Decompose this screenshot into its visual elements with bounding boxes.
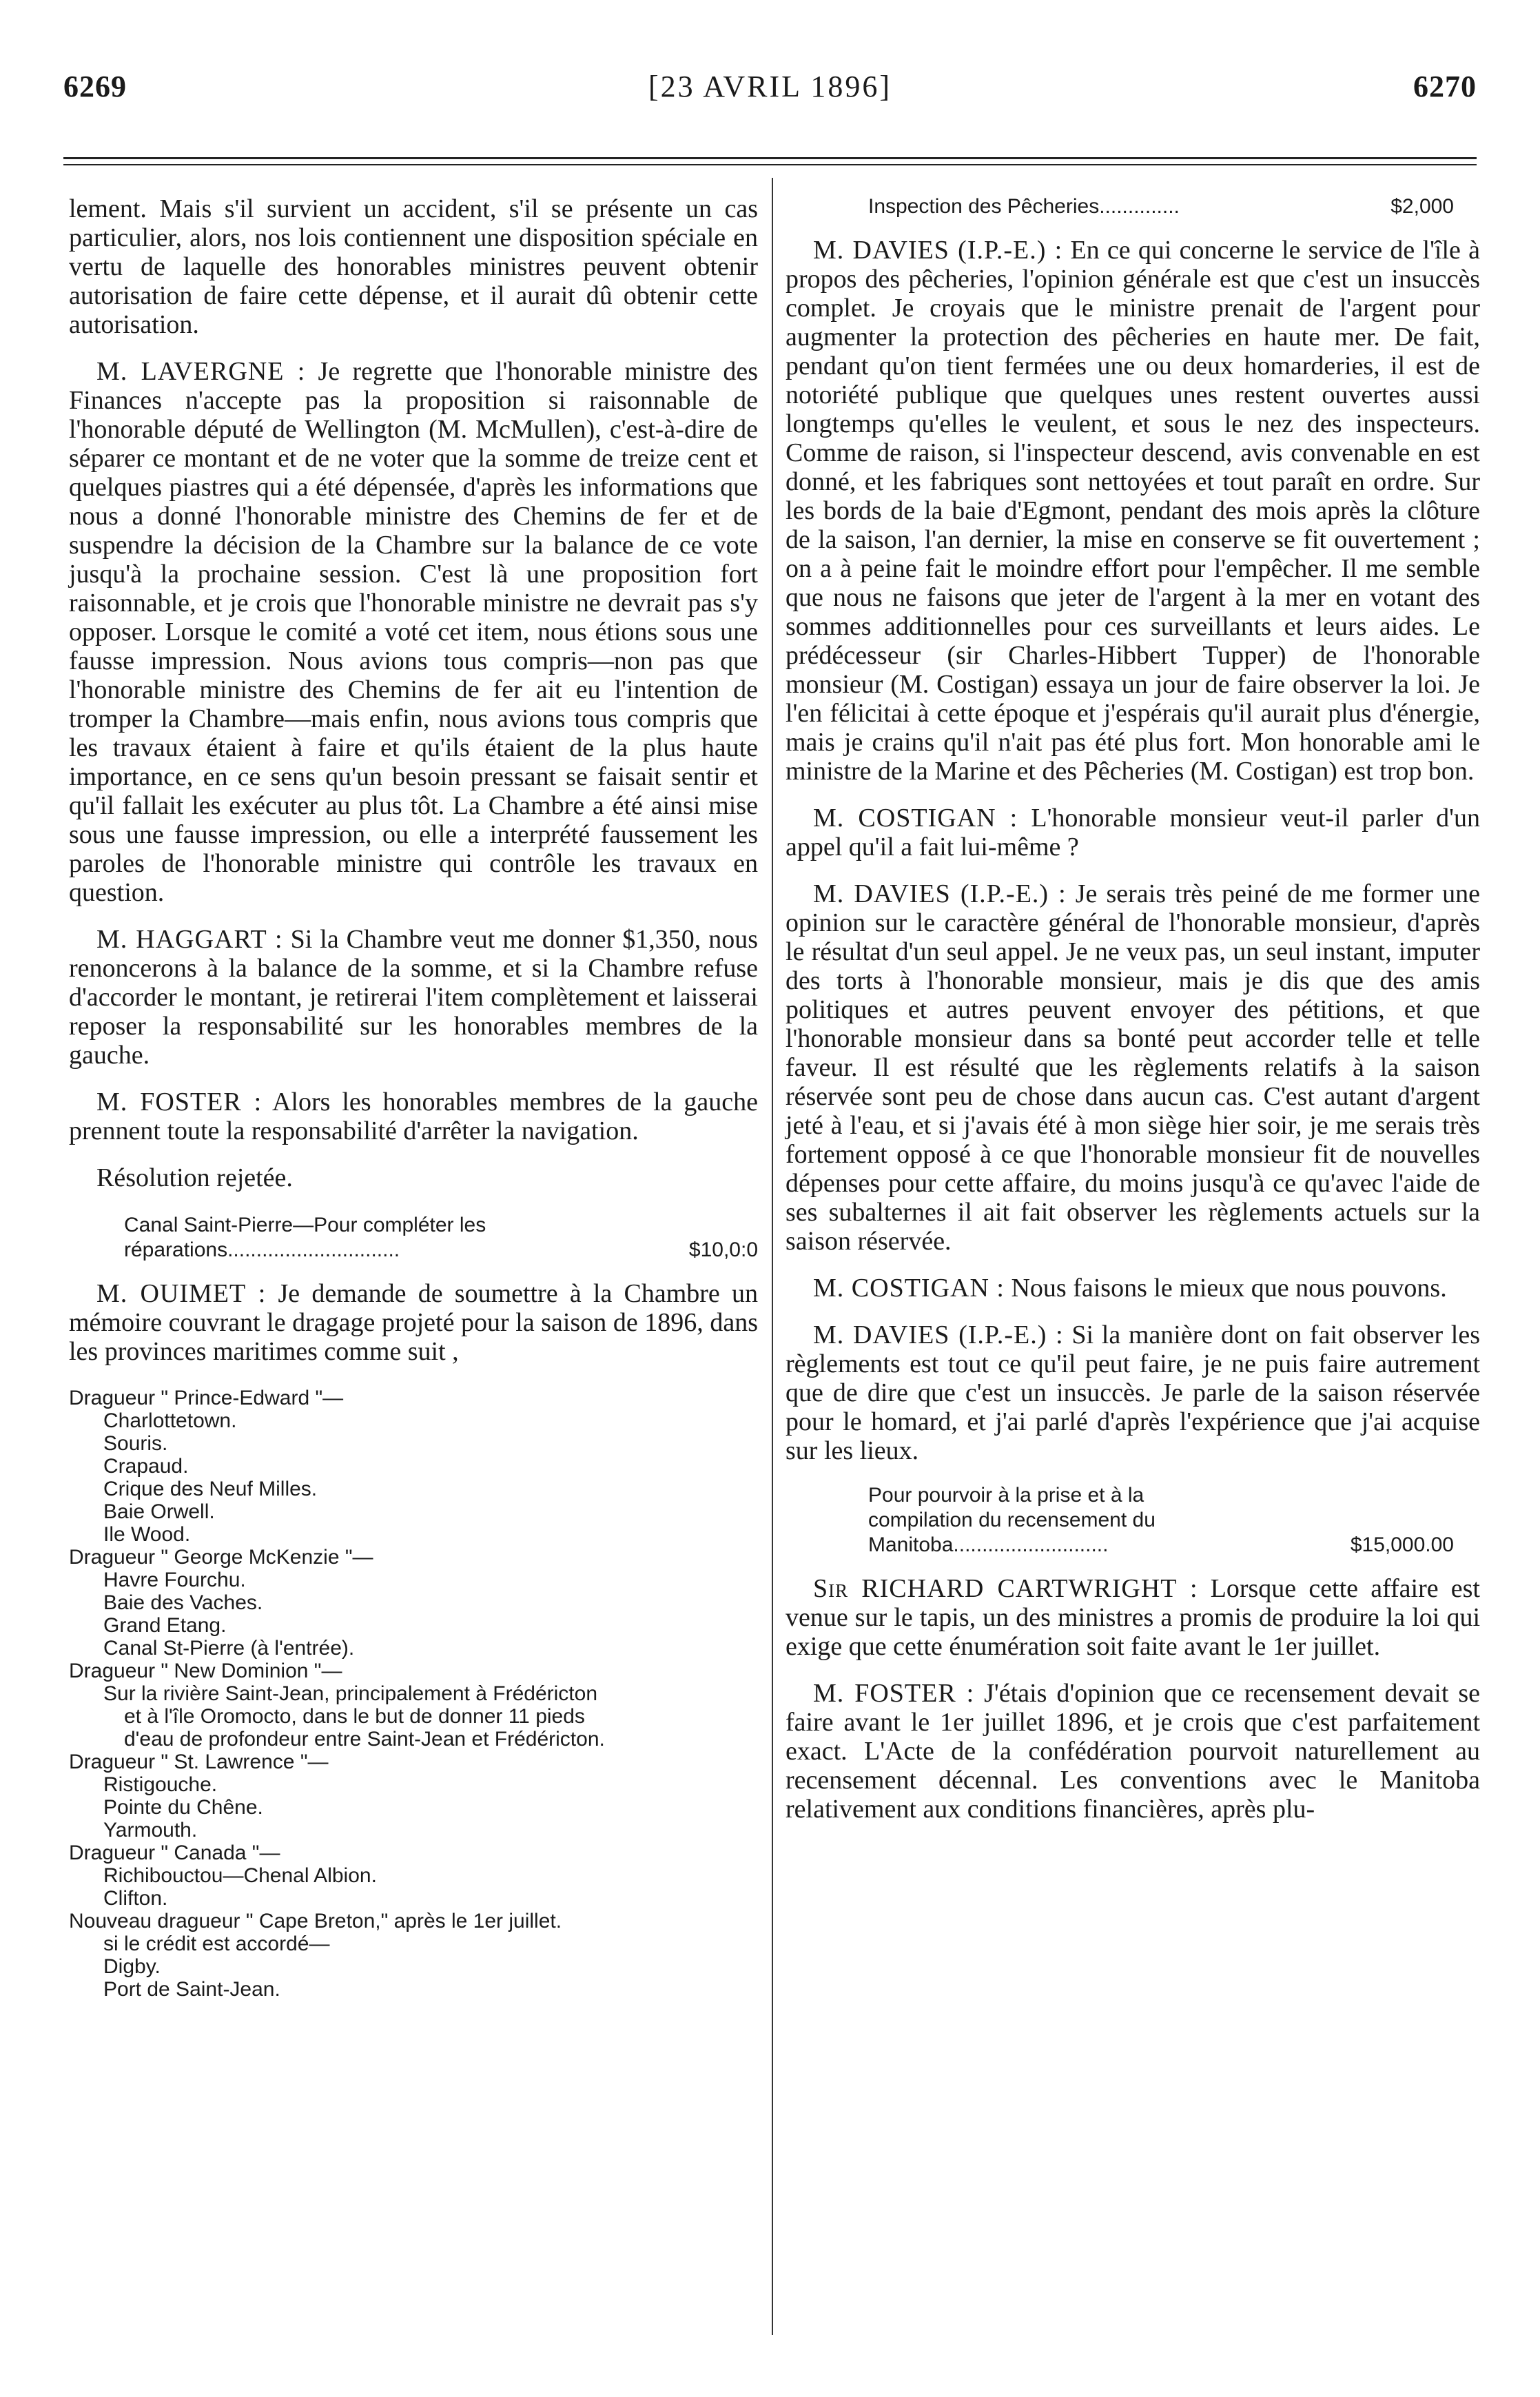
budget-item-census [786,1483,1454,1558]
speech-foster-2 [786,1679,1480,1824]
dredge-location-line: Havre Fourchu. [103,1569,246,1591]
speech-ouimet [69,1279,758,1366]
speaker-name: M. DAVIES (I.P.-E.) : [813,236,1063,265]
speech-davies-3 [786,1320,1480,1465]
speaker-name: M. LAVERGNE : [96,357,306,386]
dredge-location-line: Yarmouth. [103,1819,198,1842]
speech-text: Je serais très peiné de me former une opinion sur le caractère général de l'honorable monsieur, d'après le résultat d'un seul appel. Je ne veux pas, un seul instant, imputer des torts à l'honorable monsieur, mais je dis que des amis politiques et autres peuvent envoyer des pétitions, et que l'honorable monsieur dans sa bonté peut accorder telle et telle faveur. Il est résulté que les règlements relatifs à la saison réservée sont peu de chose dans aucun cas. C'est autant d'argent jeté à l'eau, et si j'avais été à mon siège hier soir, je me serais très fortement opposé à ce que l'honorable monsieur fit de nouvelles dépenses pour cette affaire, du moins jusqu'à ce qu'avec l'aide de ses subalternes il ait fait observer les règlements actuels sur la saison réservée. [786,879,1481,1256]
dredge-location-line: Port de Saint-Jean. [103,1978,280,2001]
dredge-location-line: Charlottetown. [103,1409,237,1432]
speech-text: Alors les honorables membres de la gauche prennent toute la responsabilité d'arrêter la navigation. [69,1088,759,1145]
speaker-name: M. DAVIES (I.P.-E.) : [813,1320,1064,1349]
speech-davies-1 [786,236,1480,786]
right-column [786,194,1480,1842]
column-divider [772,178,773,2335]
left-column [69,194,758,2001]
item-label-line: Manitoba........................... [868,1533,1109,1556]
dredge-vessel-line: Dragueur " Canada "— [69,1842,280,1864]
speech-text: L'honorable monsieur veut-il parler d'un appel qu'il a fait lui-même ? [786,804,1480,861]
speech-costigan-1 [786,804,1480,861]
dredge-location-line: Baie Orwell. [103,1500,215,1523]
speaker-name: M. COSTIGAN : [813,1274,1005,1303]
item-label-line: Pour pourvoir à la prise et à la [868,1484,1144,1507]
speech-text: Je regrette que l'honorable ministre des Finances n'accepte pas la proposition si raisonnable de l'honorable député de Wellington (M. McMullen), c'est-à-dire de séparer ce montant et de ne voter que la somme de treize cent et quelques piastres qui a été dépensée, d'après les informations que nous a donné l'honorable ministre des Chemins de fer et de suspendre la décision de la Chambre sur la balance de ce vote jusqu'à la prochaine session. C'est là une proposition fort raisonnable, et je crois que l'honorable ministre ne devrait pas s'y opposer. Lorsque le comité a voté cet item, nous étions sous une fausse impression. Nous avions tous compris—non pas que l'honorable ministre des Chemins de fer ait eu l'intention de tromper la Chambre—mais enfin, nous avions tous compris que les travaux étaient à faire et qu'ils étaient de la plus haute importance, en ce sens qu'un besoin pressant se faisait sentir et qu'il fallait les exécuter au plus tôt. La Chambre a été ainsi mise sous une fausse impression, ou elle a interprété faussement les paroles de l'honorable ministre qui contrôle les travaux en question. [69,357,758,907]
dredge-vessel-line: Dragueur " George McKenzie "— [69,1546,373,1569]
dredge-vessel-line: Nouveau dragueur " Cape Breton," après le 1er juillet. [69,1910,562,1932]
item-amount: $2,000 [1390,195,1454,218]
speaker-name: M. HAGGART : [96,925,283,954]
dredge-location-line: Richibouctou—Chenal Albion. [103,1864,377,1887]
dredge-location-line: d'eau de profondeur entre Saint-Jean et Frédéricton. [124,1728,605,1751]
speech-text: J'étais d'opinion que ce recensement devait se faire avant le 1er juillet 1896, et je crois que c'est parfaitement exact. L'Acte de la confédération pourvoit naturellement au recensement décennal. Les conventions avec le Manitoba relativement aux conditions financières, après plu- [786,1679,1480,1824]
speech-text: Lorsque cette affaire est venue sur le tapis, un des ministres a promis de produire la loi qui exige que cette énumération soit faite avant le 1er juillet. [786,1574,1480,1661]
dredge-location-line: Crique des Neuf Milles. [103,1478,318,1500]
dredging-list [69,1387,758,2001]
dredge-location-line: Pointe du Chêne. [103,1796,263,1819]
speech-cartwright [786,1574,1480,1661]
speech-text: Je demande de soumettre à la Chambre un mémoire couvrant le dragage projeté pour la saison de 1896, dans les provinces maritimes comme suit , [69,1279,758,1366]
speech-text: Nous faisons le mieux que nous pouvons. [1011,1274,1447,1303]
speech-lavergne [69,357,758,907]
item-label-line: Inspection des Pêcheries.............. [868,195,1180,218]
speaker-name: M. COSTIGAN : [813,804,1018,833]
dredge-location-line: et à l'île Oromocto, dans le but de donner 11 pieds [124,1705,585,1728]
speaker-name: Sir RICHARD CARTWRIGHT : [813,1574,1198,1603]
header-rule-bottom [63,164,1477,165]
speech-foster [69,1088,758,1145]
header-rule-top [63,157,1477,159]
page-header [63,69,1477,117]
item-label-line: compilation du recensement du [868,1509,1156,1531]
dredge-location-line: si le crédit est accordé— [103,1932,330,1955]
dredge-location-line: Ile Wood. [103,1523,191,1546]
dredge-location-line: Souris. [103,1432,168,1455]
speech-text: Si la manière dont on fait observer les règlements est tout ce qu'il peut faire, je ne puis faire autrement que de dire que c'est un insuccès. Je parle de la saison réservée pour le homard, et j'ai parlé d'après l'expérience que j'ai acquise sur les lieux. [786,1320,1481,1465]
dredge-vessel-line: Dragueur " Prince-Edward "— [69,1387,344,1409]
speech-davies-2 [786,879,1480,1256]
dredge-location-line: Grand Etang. [103,1614,227,1637]
dredge-vessel-line: Dragueur " New Dominion "— [69,1660,342,1682]
budget-item-fisheries [786,194,1454,219]
dredge-location-line: Baie des Vaches. [103,1591,263,1614]
speech-text: En ce qui concerne le service de l'île à propos des pêcheries, l'opinion générale est que c'est un insuccès complet. Je croyais que le ministre prenait de l'argent pour augmenter la protection des pêcheries en haute mer. De fait, pendant qu'on tient fermées une ou deux homarderies, il est de notoriété publique que quelques unes restent ouvertes aussi longtemps qu'elles le veulent, et sous le nez des inspecteurs. Comme de raison, si l'inspecteur descend, avis convenable en est donné, et les fabriques sont nettoyées et tout paraît en ordre. Sur les bords de la baie d'Egmont, pendant des mois après la clôture de la saison, l'an dernier, la mise en conserve se fit ouvertement ; on a à peine fait le moindre effort pour l'empêcher. Il me semble que nous ne faisons que jeter de l'argent à la mer en votant des sommes additionnelles pour ces surveillants et leurs aides. Le prédécesseur (sir Charles-Hibbert Tupper) de l'honorable monsieur (M. Costigan) essaya un jour de faire observer la loi. Je l'en félicitai à cette époque et j'espérais qu'il aurait plus d'énergie, mais je crains qu'il n'ait pas été plus fort. Mon honorable ami le ministre de la Marine et des Pêcheries (M. Costigan) est trop bon. [786,236,1481,786]
speaker-name: M. FOSTER : [96,1088,263,1116]
item-amount: $15,000.00 [1350,1533,1454,1556]
item-label-line: Canal Saint-Pierre—Pour compléter les [124,1214,486,1236]
speaker-name: M. FOSTER : [813,1679,975,1708]
speech-haggart [69,925,758,1070]
page-number-left: 6269 [63,70,127,103]
speaker-name: M. OUIMET : [96,1279,267,1308]
dredge-location-line: Ristigouche. [103,1773,218,1796]
speech-text: Si la Chambre veut me donner $1,350, nous renoncerons à la balance de la somme, et si la Chambre refuse d'accorder le montant, je retirerai l'item complètement et laisserai reposer la responsabilité sur les honorables membres de la gauche. [69,925,759,1070]
page-number-right: 6270 [1413,70,1477,103]
dredge-location-line: Canal St-Pierre (à l'entrée). [103,1637,355,1660]
dredge-location-line: Digby. [103,1955,161,1978]
resolution-note: Résolution rejetée. [96,1163,293,1192]
speech-costigan-2 [786,1274,1480,1303]
dredge-vessel-line: Dragueur " St. Lawrence "— [69,1751,329,1773]
dredge-location-line: Crapaud. [103,1455,189,1478]
paragraph-continuation: lement. Mais s'il survient un accident, s'il se présente un cas particulier, alors, nos lois contiennent une disposition spéciale en vertu de laquelle des honorables ministres peuvent obtenir autorisation de faire cette dépense, et il aurait dû obtenir cette autorisation. [69,194,758,339]
dredge-location-line: Clifton. [103,1887,168,1910]
dredge-location-line: Sur la rivière Saint-Jean, principalement à Frédéricton [103,1682,597,1705]
item-amount: $10,0:0 [688,1238,758,1261]
budget-item-canal [69,1213,758,1263]
speaker-name: M. DAVIES (I.P.-E.) : [813,879,1067,908]
header-date: [23 AVRIL 1896] [648,70,892,103]
item-label-line: réparations.............................. [124,1238,400,1261]
